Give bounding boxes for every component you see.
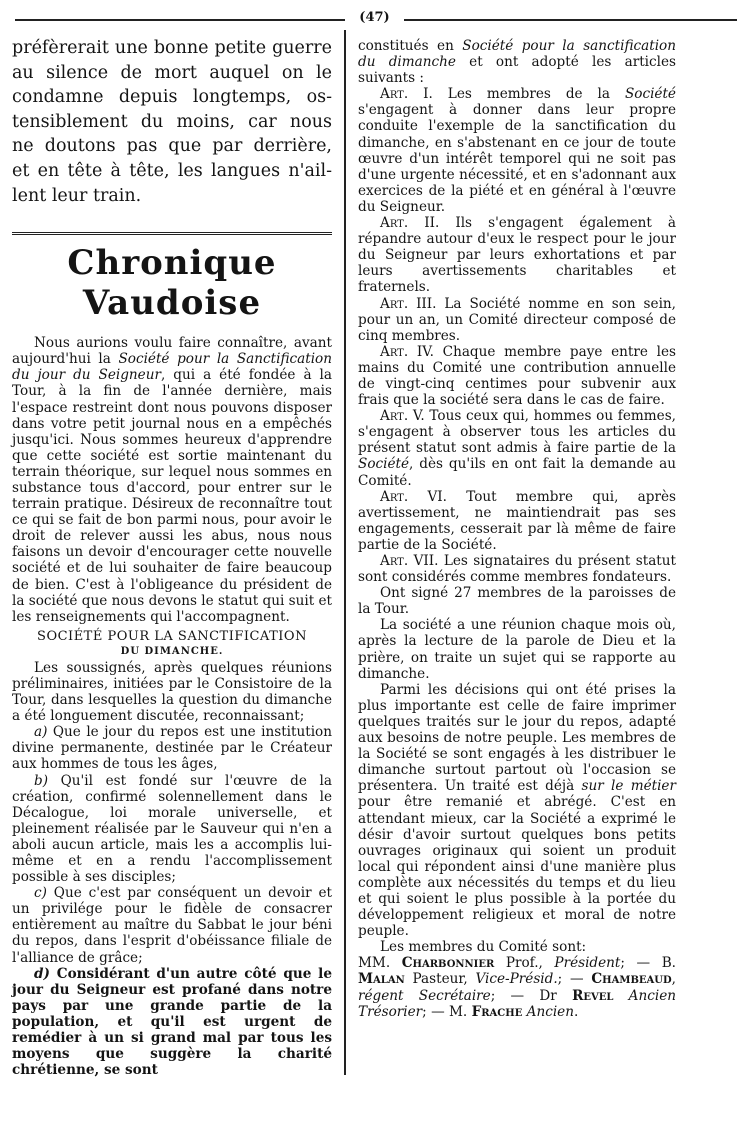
committee-intro: Les membres du Comité sont: xyxy=(380,939,587,956)
consideration-d xyxy=(12,966,332,1079)
article-4 xyxy=(358,344,676,408)
member-entry xyxy=(358,955,662,971)
left-column xyxy=(12,36,332,1078)
article-emphasis: Société xyxy=(624,86,676,103)
member-entry xyxy=(449,1004,578,1020)
member-sep: ; — xyxy=(490,987,540,1004)
article-3 xyxy=(358,296,676,344)
closing-paragraph xyxy=(12,36,332,208)
statute-subtitle: DU DIMANCHE. xyxy=(120,645,224,657)
society-name: Société pour la Sanctification du jour du Seigneur xyxy=(12,351,332,384)
intro-line: préfèrerait une bonne petite guerre xyxy=(12,38,332,58)
member-name: Revel xyxy=(572,987,614,1004)
text-run: et ont adopté les articles suivants : xyxy=(358,54,676,87)
member-prefix: B. xyxy=(661,955,676,972)
item-text: Que c'est par conséquent un devoir et un privilége pour le fidèle de consacrer entièrement au maître du Sabbat le jour béni du repos, dans l'esprit d'obéissance filiale de l'alliance de grâce; xyxy=(12,885,332,966)
intro-line: condamne depuis longtemps, os- xyxy=(12,87,332,108)
article-text: Tous ceux qui, hommes ou femmes, s'engagent à observer tous les articles du présent statut sont admis à faire partie de la xyxy=(358,408,677,457)
member-title: Président xyxy=(554,955,621,972)
text-run: Nous aurions voulu faire connaître, avant aujourd'hui la xyxy=(12,335,332,368)
member-name: Malan xyxy=(358,971,405,988)
intro-line: au silence de mort auquel on le xyxy=(12,62,332,83)
member-name: Charbonnier xyxy=(401,955,495,972)
item-label: b) xyxy=(34,772,49,789)
right-column xyxy=(358,38,676,1020)
signed-paragraph: Ont signé 27 membres de la paroisses de la Tour. xyxy=(358,585,676,618)
article-1 xyxy=(358,86,676,215)
text-run: constitués en xyxy=(358,38,463,54)
section-heading: Chronique Vaudoise xyxy=(67,243,277,324)
page-number: (47) xyxy=(359,10,390,25)
article-5 xyxy=(358,408,676,488)
article-text: Tout membre qui, après avertissement, ne maintiendrait pas ses engagements, cesserait par là même de faire partie de la Société. xyxy=(358,488,676,553)
item-label: d) xyxy=(34,965,50,982)
statute-continuation xyxy=(358,38,676,86)
text-run: , qui a été fondée à la Tour, à la fin de l'année dernière, mais l'espace restreint dont nous pouvons disposer dans votre petit journal nous en a empêchés jusqu'ici. Nous sommes heureux d'apprendre que cette société est sortie maintenant du terrain théorique, sur lequel nous sommes en substance tous d'accord, pour entrer sur le terrain pratique. Désireux de reconnaître tout ce qui se fait de bon parmi nous, pour avoir le droit de relever aussi les abus, nous nous faisons un devoir d'encourager cette nouvelle société et de lui souhaiter de faire beaucoup de bien. C'est à l'obligeance du président de la société que nous devons le statut qui suit et les renseignements qui l'accompagnent. xyxy=(12,367,332,625)
item-label: c) xyxy=(34,885,47,902)
article-label: Art. VII. xyxy=(380,553,439,569)
article-7 xyxy=(358,553,676,585)
society-name: Société pour la sanctification du dimanche xyxy=(358,38,676,71)
item-text: Que le jour du repos est une institution divine permanente, destinée par le Créateur aux hommes de tous les âges, xyxy=(12,724,332,773)
article-label: Art. VI. xyxy=(380,488,447,505)
member-role: Prof., xyxy=(494,955,555,972)
article-emphasis: Société xyxy=(358,456,410,473)
intro-line: et en tête à tête, les langues n'ail- xyxy=(12,160,332,181)
member-prefix: Dr xyxy=(539,987,573,1004)
member-role: , xyxy=(671,971,676,988)
member-sep: ; — xyxy=(620,955,662,972)
member-name: Chambeaud xyxy=(591,971,672,988)
article-label: Art. III. xyxy=(380,295,437,312)
emphasis: sur le métier xyxy=(581,778,676,795)
consideration-c xyxy=(12,885,332,965)
article-text: Les membres de la xyxy=(432,86,625,103)
intro-line: lent leur train. xyxy=(12,185,142,206)
decisions-paragraph xyxy=(358,682,676,940)
article-text: Les signataires du présent statut sont considérés comme membres fondateurs. xyxy=(358,553,676,586)
intro-line: ne doutons pas que par derrière, xyxy=(12,136,332,157)
header-rule-left xyxy=(15,19,345,21)
member-sep: ; — xyxy=(422,1003,449,1020)
header-rule-right xyxy=(404,19,737,21)
member-role xyxy=(613,988,628,1004)
article-label: Art. IV. xyxy=(380,343,434,360)
article-2 xyxy=(358,215,676,295)
consideration-a xyxy=(12,724,332,772)
item-text: Considérant d'un autre côté que le jour du Seigneur est profané dans notre pays par une grande partie de la population, et qu'il est urgent de remédier à un si grand mal par tous les moyens que suggère la charité chrétienne, se sont xyxy=(12,965,332,1079)
item-text: Qu'il est fondé sur l'œuvre de la création, confirmé solennellement dans le Décalogue, loi morale universelle, et pleinement réalisée par le Sauveur qui n'en a aboli aucun article, mais les a accomplis lui-même et en a rendu l'accomplissement possible à ses disciples; xyxy=(12,772,332,886)
article-text: La Société nomme en son sein, pour un an, un Comité directeur composé de cinq membres. xyxy=(358,295,676,344)
member-title: Ancien Trésorier xyxy=(358,987,676,1020)
article-label: Art. V. xyxy=(380,408,425,425)
member-sep: . xyxy=(573,1003,579,1020)
member-name: Frache xyxy=(471,1003,523,1020)
article-label: Art. II. xyxy=(380,215,440,232)
member-sep: ; — xyxy=(557,971,592,988)
intro-line: tensiblement du moins, car nous xyxy=(12,111,332,132)
article-text: Ils s'engagent également à répandre autour d'eux le respect pour le jour du Seigneur par leurs exhortations et par leurs avertissements charitables et fraternels. xyxy=(358,215,676,296)
article-text: s'engagent à donner dans leur propre conduite l'exemple de la sanctification du dimanche, en s'abstenant en ce jour de toute œuvre d'un intérêt temporel qui ne soit pas d'une urgente nécessité, et en s'adonnant aux exercices de la piété et en général à l'œuvre du Seigneur. xyxy=(358,102,676,215)
item-label: a) xyxy=(34,724,48,741)
meeting-paragraph: La société a une réunion chaque mois où, après la lecture de la parole de Dieu et la prière, on traite un sujet qui se rapporte au dimanche. xyxy=(358,617,676,682)
statute-title: SOCIÉTÉ POUR LA SANCTIFICATION xyxy=(37,628,307,644)
article-text: , dès qu'ils en ont fait la demande au Comité. xyxy=(358,456,676,489)
consideration-b xyxy=(12,773,332,886)
committee-list xyxy=(358,955,676,1019)
member-title: régent Secrétaire xyxy=(358,987,491,1004)
text-run: pour être remanié et abrégé. C'est en attendant mieux, car la Société a exprimé le désir d'avoir surtout quelques bons petits ouvrages originaux qui soient un produit local qui répondent ainsi d'une manière plus complète aux nécessités du temps et du lieu et qui soient le plus possible à la portée du développement religieux et moral de notre peuple. xyxy=(358,794,676,940)
section-separator xyxy=(12,232,332,235)
member-role: Pasteur, xyxy=(404,971,476,988)
statute-intro: Les soussignés, après quelques réunions préliminaires, initiées par le Consistoire de la Tour, dans lesquelles la question du dimanche a été longuement discutée, reconnaissant; xyxy=(12,659,332,725)
article-text: Chaque membre paye entre les mains du Comité une contribution annuelle de vingt-cinq centimes pour subvenir aux frais que la société sera dans le cas de faire. xyxy=(358,343,676,409)
member-prefix: MM. xyxy=(358,955,402,972)
member-prefix: M. xyxy=(449,1003,472,1020)
chronicle-paragraph xyxy=(12,335,332,625)
member-title: Ancien xyxy=(526,1003,574,1020)
article-label: Art. I. xyxy=(380,86,433,103)
member-title: Vice-Présid. xyxy=(475,971,558,988)
column-divider xyxy=(344,30,346,1075)
text-run: Parmi les décisions qui ont été prises la plus importante est celle de faire imprimer quelques traités sur le jour du repos, adapté aux besoins de notre peuple. Les membres de la Société se sont engagés à les distribuer le dimanche surtout partout où l'occasion se présentera. Un traité est déjà xyxy=(358,681,676,795)
article-6 xyxy=(358,489,676,553)
